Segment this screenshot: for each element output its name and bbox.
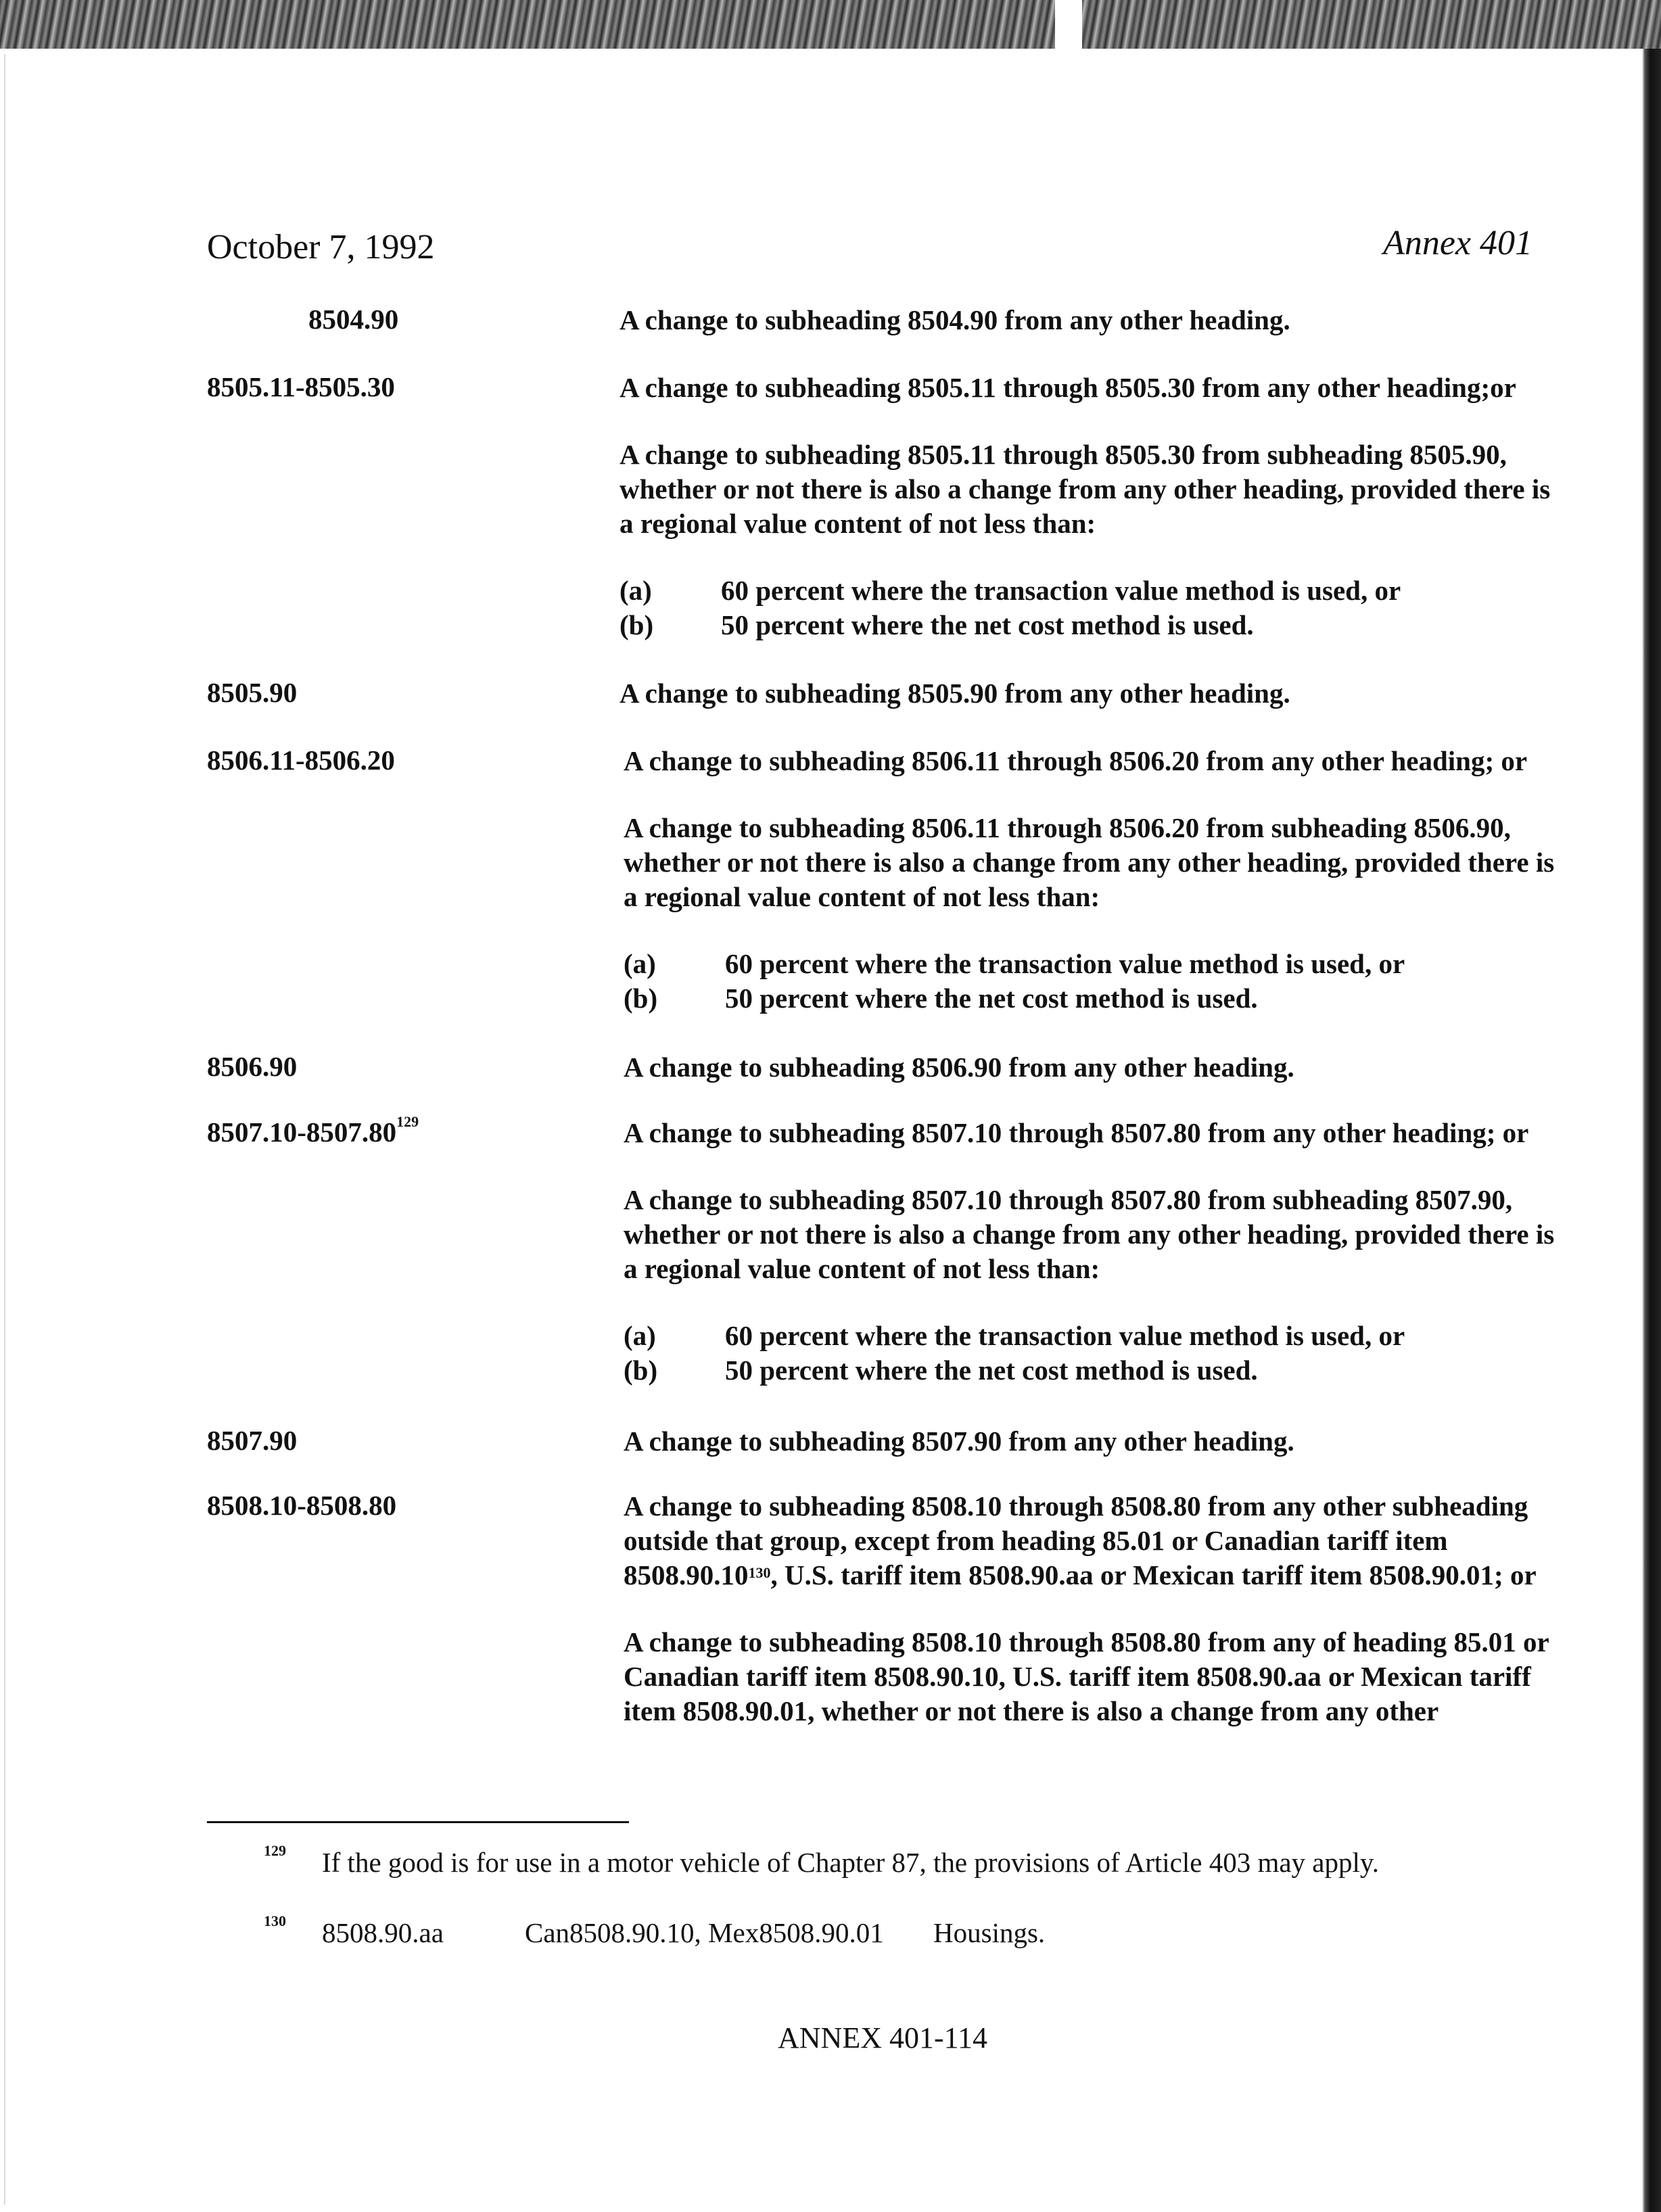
scan-edge-left xyxy=(4,54,5,2205)
entry-code: 8505.90 xyxy=(207,677,298,708)
footnote-can-mex-items: Can8508.90.10, Mex8508.90.01 xyxy=(525,1917,884,1948)
scan-edge-top xyxy=(0,0,1661,49)
rule-text: A change to subheading 8506.90 from any other heading. xyxy=(624,1052,1294,1083)
page-number: ANNEX 401-114 xyxy=(778,2021,987,2054)
rule-item xyxy=(624,947,1564,981)
rule-item xyxy=(619,608,1560,642)
scan-edge-gap xyxy=(1055,0,1082,49)
header-date: October 7, 1992 xyxy=(207,228,435,266)
footnote-us-item: 8508.90.aa xyxy=(322,1917,444,1948)
entry-rules xyxy=(619,676,1560,711)
footnote-description: Housings. xyxy=(933,1917,1046,1948)
rule-item-text: 60 percent where the transaction value method is used, or xyxy=(725,948,1405,979)
footnote-mark: 130 xyxy=(264,1912,286,1929)
entry-rules xyxy=(624,1050,1564,1085)
rule-item xyxy=(624,1319,1564,1353)
rule-item-label: (a) xyxy=(624,1320,656,1351)
footnote-text: If the good is for use in a motor vehicle of Chapter 87, the provisions of Article 403 may apply. xyxy=(322,1847,1379,1878)
rule-item xyxy=(624,1353,1564,1388)
rule-text: A change to subheading 8507.90 from any other heading. xyxy=(624,1426,1294,1457)
rule-text: A change to subheading 8505.90 from any other heading. xyxy=(619,678,1290,709)
rule-item-label: (b) xyxy=(624,983,658,1014)
rule-text: A change to subheading 8504.90 from any other heading. xyxy=(619,304,1290,335)
rule-item-label: (a) xyxy=(624,948,656,979)
footnote-ref-129: 129 xyxy=(396,1113,419,1130)
scan-edge-right xyxy=(1642,49,1661,2212)
rule-items xyxy=(624,947,1564,1016)
entry-code: 8504.90 xyxy=(308,304,399,335)
header-annex: Annex 401 xyxy=(1383,224,1533,262)
entry-rules xyxy=(624,1489,1564,1728)
rule-item-label: (b) xyxy=(624,1355,658,1386)
entry-rules xyxy=(619,303,1560,337)
rule-text: A change to subheading 8508.10 through 8508.80 from any of heading 85.01 or Canadian tariff item 8508.90.10, U.S. tariff item 8508.90.aa or Mexican tariff item 8508.90.01, whether or not there is also a change from any other xyxy=(624,1626,1549,1726)
entry-rules xyxy=(624,1116,1564,1388)
rule-text: A change to subheading 8505.11 through 8505.30 from subheading 8505.90, whether or not there is also a change from any other heading, provided there is a regional value content of not less than: xyxy=(619,439,1551,539)
rule-text-part: , U.S. tariff item 8508.90.aa or Mexican tariff item 8508.90.01; or xyxy=(770,1559,1537,1591)
footnote-mark: 129 xyxy=(264,1842,286,1859)
rule-item-text: 50 percent where the net cost method is used. xyxy=(725,1355,1258,1386)
rule-item xyxy=(619,573,1560,608)
footnote-separator xyxy=(207,1821,629,1823)
entry-code: 8505.11-8505.30 xyxy=(207,371,395,402)
rule-item-label: (a) xyxy=(619,575,652,606)
rule-text: A change to subheading 8506.11 through 8506.20 from subheading 8506.90, whether or not there is also a change from any other heading, provided there is a regional value content of not less than: xyxy=(624,812,1555,912)
entry-code: 8506.11-8506.20 xyxy=(207,745,395,776)
footnote-ref-130: 130 xyxy=(748,1564,771,1581)
rule-text xyxy=(624,1489,1564,1593)
entry-code-text: 8507.10-8507.80 xyxy=(207,1116,397,1148)
rule-text-part: A change to subheading 8508.10 through 8508.80 from any other subheading outside that group, except from heading 85.01 or Canadian tariff item 8508.90.10 xyxy=(624,1490,1528,1591)
entry-code: 8507.90 xyxy=(207,1425,298,1456)
rule-item xyxy=(624,981,1564,1016)
rule-text: A change to subheading 8507.10 through 8507.80 from subheading 8507.90, whether or not there is also a change from any other heading, provided there is a regional value content of not less than: xyxy=(624,1184,1555,1284)
entry-rules xyxy=(624,1424,1564,1459)
rule-text: A change to subheading 8507.10 through 8507.80 from any other heading; or xyxy=(624,1117,1529,1148)
entry-code xyxy=(207,1113,419,1148)
rule-items xyxy=(624,1319,1564,1388)
entry-rules xyxy=(619,371,1560,642)
rule-item-text: 50 percent where the net cost method is used. xyxy=(725,983,1258,1014)
entry-code: 8506.90 xyxy=(207,1051,298,1082)
rule-item-text: 60 percent where the transaction value method is used, or xyxy=(725,1320,1405,1351)
entry-rules xyxy=(624,744,1564,1016)
rule-item-label: (b) xyxy=(619,609,654,640)
rule-items xyxy=(619,573,1560,642)
rule-text: A change to subheading 8505.11 through 8505.30 from any other heading;or xyxy=(619,372,1516,403)
rule-item-text: 50 percent where the net cost method is used. xyxy=(721,609,1254,640)
entry-code: 8508.10-8508.80 xyxy=(207,1490,397,1521)
rule-item-text: 60 percent where the transaction value method is used, or xyxy=(721,575,1401,606)
rule-text: A change to subheading 8506.11 through 8506.20 from any other heading; or xyxy=(624,745,1528,776)
